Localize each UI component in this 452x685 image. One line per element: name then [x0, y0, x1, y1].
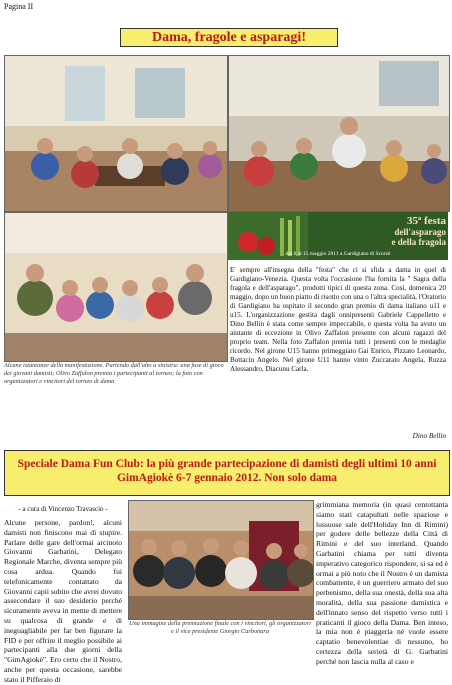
banner-dates: dal 6 al 15 maggio 2011 a Gardigiano di Scorzè: [285, 251, 391, 257]
banner-line2: dell'asparago: [394, 227, 446, 237]
photo-award-ceremony: [128, 500, 314, 620]
column-right-text: grimmiana memoria (in quasi centottanta siamo stati catapultati nelle spaziose e lussuose sale dell'Holiday Inn di Rimini) per godere delle bellezze della Città di Rimini e del suo interland. Quando Garbatini chiama per tutti diventa imperativo categorico rispondere, si sa ed è ormai a più noto che il Nostro è un damista combattente, è un guerriero armato del suo perbenismo, della sua onestà, della sua alta moralità, della sua passione damistica e dell'innato senso del rispetto verso tutti i praticanti il gioco della Dama. Ben inteso, la mia non è piaggeria né vuole essere captatio benevolentiae di nessuno, ho certezza della serietà di G. Garbatini perché non lascia nulla al caso e: [316, 500, 448, 666]
section-banner: [4, 450, 450, 496]
festival-banner: [228, 212, 448, 260]
article-body-text: E' sempre all'insegna della "festa" che ci si sfida a dama in quel di Gardigiano-Venezia. Questa volta l'occasione l'ha fornita la " Sagra della fragola e dell'asparago", prodotti tipici di questa zona. Così, domenica 20 maggio, dopo un buon piatto di risotto con una o l'altra specialità, l'Oratorio di Gardigiano ha ospitato il secondo gran premio di dama italiano u11 e u15. L'organizzazione gestita dagli onnipresenti Gabriele Cappelletto e Dino Bellin è stata come sempre impeccabile, e questa volta ha avuto un aiutante di eccezione in Olivo Zaffalon presente con alcuni ragazzi del proprio team. Nella foto Zaffalon premia tutti i presenti con le medaglie ricordo. Nel girone U15 hanno primeggiato Gai Enrico, Pizzato Leonardo, Bottacin Angelo. Nel girone U11 hanno vinto Zuccarato Angela, Ruzza Alessandro, Diacunu Carla.: [230, 266, 446, 373]
section-title-line1: Speciale Dama Fun Club: la più grande partecipazione di damisti degli ultimi 10 anni: [17, 458, 437, 470]
section-title-line2: GimAgiokè 6-7 gennaio 2012. Non solo dama: [116, 472, 338, 484]
article-title: Dama, fragole e asparagi!: [120, 28, 338, 47]
article-author: Dino Bellin: [412, 432, 446, 440]
photo-youth-playing: [4, 55, 228, 212]
banner-line3: e della fragola: [391, 237, 446, 247]
page-label: Pagina II: [4, 2, 34, 11]
column-left: [4, 518, 122, 685]
byline: - a cura di Vincenzo Travascio -: [18, 505, 108, 513]
column-right: [316, 500, 448, 667]
photo-caption-2: Una immagine della premiazione finale con i vincitori, gli organizzatori e il vice presidente Giorgio Carbonara: [129, 620, 311, 635]
banner-line1: 35ª festa: [406, 215, 446, 227]
column-left-text: Alcune persone, pardon!, alcuni damisti non finiscono mai di stupire. Parlare delle gare dell'ormai arcinoto Giovanni Garbatini, Delegato Regionale Marche, diventa sempre più cosa ardua. Quando fui telefonicamente contattato da Giovanni capii subito che avrei dovuto assecondare il suo desiderio perché sicuramente aveva in mente di mettere su qualcosa di grande e di ineguagliabile per far ben figurare la FID e per offrire il meglio possibile ai partecipanti alla due giorni della "GimAgiokè". Ero certo che il Nostro, anche per questa occasione, sarebbe stato il Pifferaio di: [4, 518, 122, 684]
photo-group-winners: [4, 212, 228, 362]
photo-caption: Alcune istantanee della manifestazione. Partendo dall'alto a sinistra: una fase di gioco dei giovani damisti; Olivo Zaffalon premia i partecipanti al torneo; la foto con organizzatori e vincitori del torneo di dama: [4, 362, 224, 385]
photo-prize-giving: [228, 55, 450, 212]
article-body: [230, 266, 446, 374]
